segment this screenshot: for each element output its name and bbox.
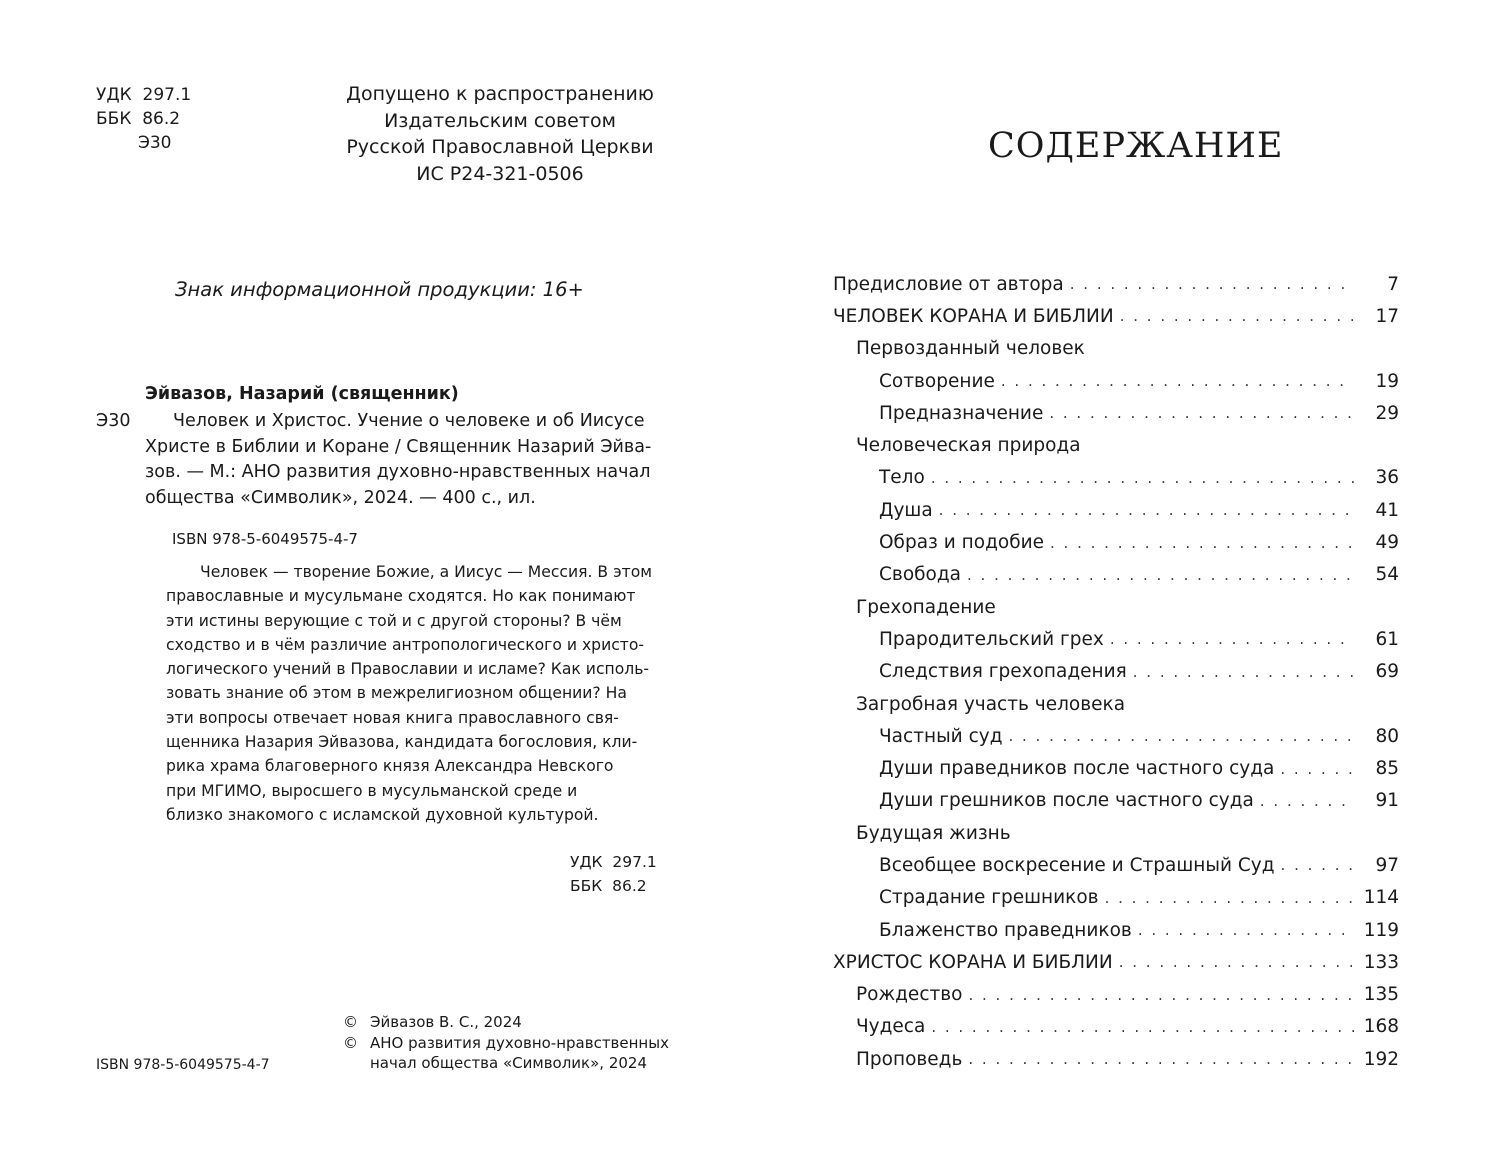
toc-dot-leader [1110, 630, 1354, 648]
permission-line: Русской Православной Церкви [346, 136, 654, 158]
copyright-row [343, 1053, 669, 1074]
toc-entry-label: Свобода [879, 564, 961, 586]
annotation-line: зовать знание об этом в межрелигиозном общении? На [166, 684, 627, 703]
classification-repeat [570, 850, 657, 898]
copyright-text: АНО развития духовно-нравственных [370, 1033, 669, 1052]
toc-entry[interactable] [833, 882, 1399, 914]
toc-entry[interactable] [833, 1011, 1399, 1043]
toc-entry[interactable] [833, 462, 1399, 494]
toc-entry[interactable] [833, 720, 1399, 752]
toc-entry-label: Загробная участь человека [856, 693, 1126, 715]
toc-entry[interactable] [833, 365, 1399, 397]
toc-entry-label: Прародительский грех [879, 628, 1104, 650]
toc-dot-leader [1050, 534, 1354, 552]
toc-entry[interactable] [833, 656, 1399, 688]
toc-entry[interactable] [833, 429, 1399, 461]
annotation-line: при МГИМО, выросшего в мусульманской среде и [166, 781, 578, 800]
toc-entry-page: 114 [1363, 887, 1399, 909]
toc-entry-page: 97 [1375, 854, 1399, 876]
toc-dot-leader [1049, 404, 1354, 422]
toc-entry-page: 54 [1375, 564, 1399, 586]
toc-entry-page: 36 [1375, 467, 1399, 489]
annotation-line: логического учений в Православии и исламе? Как исполь- [166, 660, 650, 679]
copyright-text: Эйвазов В. С., 2024 [370, 1013, 522, 1031]
annotation-line: православные и мусульмане сходятся. Но как понимают [166, 587, 636, 606]
toc-entry[interactable] [833, 688, 1399, 720]
toc-entry-page: 61 [1375, 628, 1399, 650]
copyright-symbol: © [343, 1033, 358, 1052]
toc-entry-label: Предназначение [879, 402, 1044, 424]
toc-dot-leader [1070, 275, 1354, 293]
toc-dot-leader [1008, 727, 1354, 745]
toc-entry-label: Блаженство праведников [879, 919, 1132, 941]
toc-entry-page: 91 [1375, 790, 1399, 812]
toc-entry[interactable] [833, 333, 1399, 365]
toc-entry-label: ХРИСТОС КОРАНА И БИБЛИИ [833, 951, 1113, 973]
toc-entry[interactable] [833, 591, 1399, 623]
toc-entry[interactable] [833, 623, 1399, 655]
annotation-line: щенника Назария Эйвазова, кандидата богословия, кли- [166, 733, 638, 752]
toc-entry-page: 85 [1375, 758, 1399, 780]
toc-entry-label: Проповедь [856, 1048, 963, 1070]
toc-entry[interactable] [833, 397, 1399, 429]
toc-entry[interactable] [833, 494, 1399, 526]
toc-entry-label: Будущая жизнь [856, 822, 1011, 844]
copyright-row [343, 1033, 669, 1054]
toc-dot-leader [1281, 856, 1354, 874]
toc-entry[interactable] [833, 300, 1399, 332]
annotation-line: эти истины верующие с той и с другой стороны? В чём [166, 611, 622, 630]
toc-entry-page: 192 [1363, 1048, 1399, 1070]
author-code: Э30 [96, 411, 131, 431]
toc-dot-leader [931, 469, 1354, 487]
permission-block [300, 81, 700, 187]
toc-entry-page: 7 [1387, 273, 1399, 295]
toc-entry-page: 80 [1375, 725, 1399, 747]
copyright-text: начал общества «Символик», 2024 [370, 1054, 647, 1072]
toc-entry-label: Душа [879, 499, 933, 521]
toc-entry-page: 49 [1375, 532, 1399, 554]
annotation-line: рика храма благоверного князя Александра Невского [166, 757, 614, 776]
biblio-line: общества «Символик», 2024. — 400 с., ил. [145, 487, 536, 508]
toc-dot-leader [1260, 792, 1354, 810]
permission-line: Издательским советом [384, 109, 616, 132]
annotation [166, 560, 652, 827]
author-heading: Эйвазов, Назарий (священник) [145, 384, 459, 404]
toc-entry[interactable] [833, 1043, 1399, 1075]
toc-entry-page: 69 [1375, 661, 1399, 683]
bbk-code-repeat: ББК 86.2 [570, 877, 647, 895]
toc-entry-label: Человеческая природа [856, 435, 1081, 457]
toc-entry-label: Всеобщее воскресение и Страшный Суд [879, 854, 1275, 876]
toc-entry-label: Рождество [856, 984, 963, 1006]
toc-dot-leader [1105, 889, 1354, 907]
toc-dot-leader [968, 986, 1354, 1004]
annotation-line: эти вопросы отвечает новая книга православного свя- [166, 708, 619, 727]
toc-entry[interactable] [833, 946, 1399, 978]
toc-entry-label: Сотворение [879, 370, 995, 392]
toc-entry-page: 17 [1375, 305, 1399, 327]
classification-block [96, 83, 191, 155]
toc-dot-leader [968, 1050, 1354, 1068]
toc-entry-label: Души грешников после частного суда [879, 790, 1254, 812]
toc-entry-page: 41 [1375, 499, 1399, 521]
annotation-line: сходство и в чём различие антропологического и христо- [166, 635, 645, 654]
toc-dot-leader [931, 1018, 1354, 1036]
toc-entry[interactable] [833, 559, 1399, 591]
toc-dot-leader [939, 501, 1354, 519]
toc-dot-leader [1133, 663, 1354, 681]
permission-number: ИС Р24-321-0506 [416, 162, 584, 185]
biblio-line: Христе в Библии и Коране / Священник Назарий Эйва- [145, 436, 652, 457]
author-mark: Э30 [138, 133, 172, 153]
toc-dot-leader [1119, 953, 1354, 971]
toc-entry-label: Тело [879, 467, 925, 489]
annotation-line: близко знакомого с исламской духовной культурой. [166, 805, 599, 824]
toc-entry-label: Души праведников после частного суда [879, 758, 1275, 780]
biblio-line: зов. — М.: АНО развития духовно-нравственных начал [145, 462, 651, 482]
toc-entry-label: Образ и подобие [879, 532, 1045, 554]
toc-entry-label: Частный суд [879, 725, 1003, 747]
toc-dot-leader [1138, 921, 1354, 939]
contents-title: СОДЕРЖАНИЕ [988, 126, 1284, 166]
toc-entry-label: Первозданный человек [856, 338, 1085, 360]
copyright-symbol [343, 1053, 370, 1074]
toc-entry-label: ЧЕЛОВЕК КОРАНА И БИБЛИИ [833, 305, 1114, 327]
isbn-footer: ISBN 978-5-6049575-4-7 [96, 1057, 270, 1073]
table-of-contents [833, 268, 1399, 1075]
copyright-symbol: © [343, 1013, 358, 1031]
toc-entry-label: Предисловие от автора [833, 273, 1064, 295]
biblio-line: Человек и Христос. Учение о человеке и об Иисусе [173, 411, 645, 431]
toc-entry-page: 119 [1363, 919, 1399, 941]
toc-entry[interactable] [833, 526, 1399, 558]
toc-entry-page: 29 [1375, 402, 1399, 424]
bibliographic-description [145, 409, 661, 511]
toc-entry-page: 133 [1363, 951, 1399, 973]
toc-entry[interactable] [833, 914, 1399, 946]
toc-entry[interactable] [833, 752, 1399, 784]
udk-code-repeat: УДК 297.1 [570, 853, 657, 871]
bbk-code: ББК 86.2 [96, 109, 181, 129]
permission-line: Допущено к распространению [346, 83, 654, 105]
annotation-line: Человек — творение Божие, а Иисус — Мессия. В этом [200, 563, 653, 581]
toc-entry[interactable] [833, 817, 1399, 849]
isbn-entry: ISBN 978-5-6049575-4-7 [172, 530, 358, 548]
info-product-sign: Знак информационной продукции: 16+ [175, 278, 584, 301]
toc-entry[interactable] [833, 785, 1399, 817]
udk-code: УДК 297.1 [96, 85, 192, 105]
toc-entry-label: Чудеса [856, 1016, 926, 1038]
toc-entry[interactable] [833, 268, 1399, 300]
copyright-block [343, 1012, 669, 1074]
toc-entry[interactable] [833, 849, 1399, 881]
copyright-row [343, 1012, 669, 1033]
toc-dot-leader [967, 566, 1354, 584]
toc-entry-label: Грехопадение [856, 596, 996, 618]
toc-dot-leader [1120, 307, 1354, 325]
toc-entry[interactable] [833, 979, 1399, 1011]
toc-entry-page: 19 [1375, 370, 1399, 392]
toc-entry-label: Страдание грешников [879, 887, 1099, 909]
toc-dot-leader [1001, 372, 1354, 390]
toc-entry-page: 135 [1363, 984, 1399, 1006]
toc-entry-page: 168 [1363, 1016, 1399, 1038]
toc-entry-label: Следствия грехопадения [879, 661, 1127, 683]
toc-dot-leader [1280, 760, 1354, 778]
